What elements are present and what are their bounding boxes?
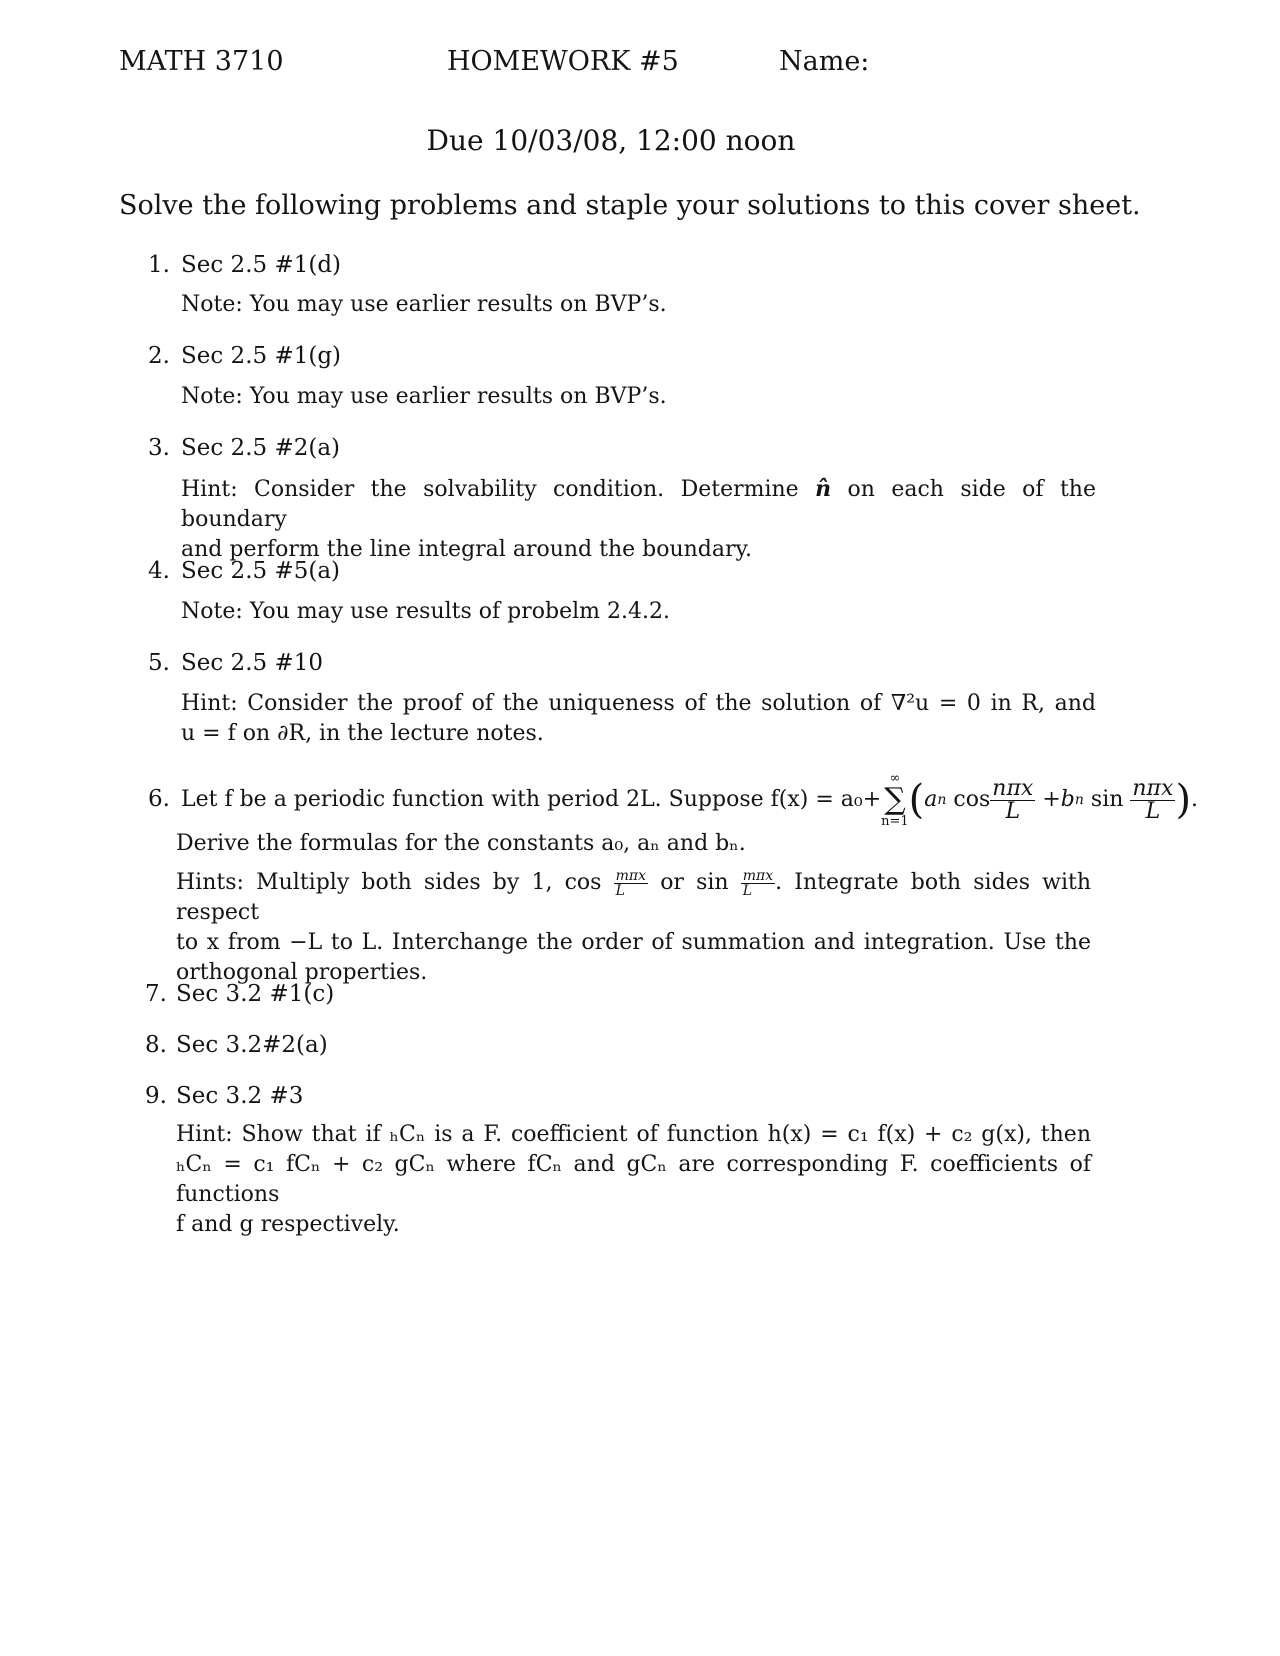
fraction: $\frac{\text{nπx}}{L}$ — [1132, 775, 1174, 824]
problem-number: 2. — [148, 343, 170, 369]
problem-title: Sec 2.5 #2(a) — [181, 435, 341, 461]
problem-title: Sec 3.2 #3 — [176, 1083, 304, 1109]
problem-number: 4. — [148, 558, 170, 584]
problem-title: Sec 2.5 #10 — [181, 650, 323, 676]
problem-number: 5. — [148, 650, 170, 676]
problem-number: 9. — [145, 1083, 167, 1109]
problem-hint: Hint: Consider the solvability condition. Determine n̂ on each side of the boundary and perform the line integral around the boundary. — [181, 476, 1096, 562]
name-label: Name: — [779, 46, 870, 77]
problem-note: Note: You may use earlier results on BVP’s. — [181, 292, 667, 317]
problem-note: Note: You may use results of probelm 2.4.2. — [181, 599, 670, 624]
problem-number: 7. — [145, 981, 167, 1007]
problem-number: 6. — [148, 786, 170, 812]
problem-title: Sec 3.2 #1(c) — [176, 981, 335, 1007]
summation-symbol: ∞ ∑ n=1 — [881, 771, 909, 829]
problem-hint: Hints: Multiply both sides by 1, cos $\frac{\text{mπx}}{L}$ or sin $\frac{\text{mπx}}{L}$ . Integrate both sides with respect to x from −L to L. Interchange the order of summation and integration. Use the orthogonal properties. — [176, 867, 1092, 985]
problem-title: Sec 2.5 #5(a) — [181, 558, 341, 584]
problem-title: Sec 2.5 #1(d) — [181, 252, 342, 278]
instructions: Solve the following problems and staple your solutions to this cover sheet. — [119, 190, 1141, 221]
due-date: Due 10/03/08, 12:00 noon — [426, 124, 796, 157]
problem-number: 3. — [148, 435, 170, 461]
fourier-series-statement: Let f be a periodic function with period 2L. Suppose f(x) = a₀+ ∞ ∑ n=1 ( a n cos $\frac{\text{nπx}}{L}$ + b n sin $\frac{\text{nπx}}{L}$ ) . — [181, 771, 1199, 829]
fraction: $\frac{\text{nπx}}{L}$ — [992, 775, 1034, 824]
problem-text: Derive the formulas for the constants a₀, aₙ and bₙ. — [176, 831, 746, 856]
problem-hint: Hint: Consider the proof of the uniqueness of the solution of ∇²u = 0 in R, and u = f on ∂R, in the lecture notes. — [181, 691, 1096, 746]
problem-note: Note: You may use earlier results on BVP’s. — [181, 384, 667, 409]
problem-number: 1. — [148, 252, 170, 278]
problem-title: Sec 3.2#2(a) — [176, 1032, 328, 1058]
course-code: MATH 3710 — [119, 46, 284, 77]
problem-hint: Hint: Show that if ₕCₙ is a F. coefficient of function h(x) = c₁ f(x) + c₂ g(x), then ₕCₙ = c₁ fCₙ + c₂ gCₙ where fCₙ and gCₙ are corresponding F. coefficients of functions f and g respectively. — [176, 1122, 1091, 1237]
problem-title: Sec 2.5 #1(g) — [181, 343, 342, 369]
assignment-title: HOMEWORK #5 — [447, 46, 679, 77]
problem-number: 8. — [145, 1032, 167, 1058]
